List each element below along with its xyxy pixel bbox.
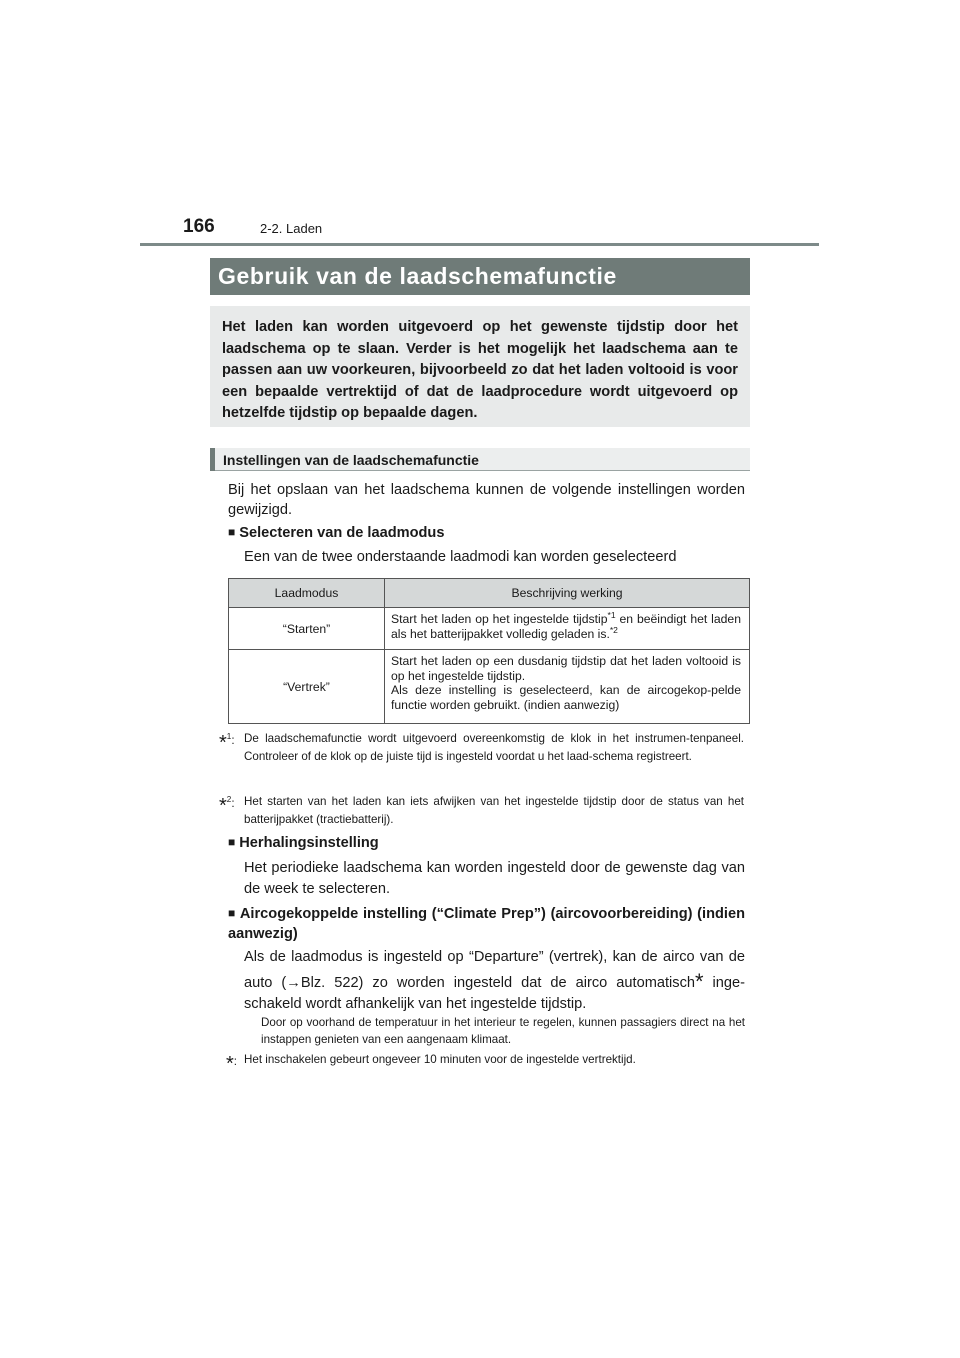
table-cell-mode: “Starten”	[229, 608, 385, 650]
bullet-text-herhaling: Het periodieke laadschema kan worden ingesteld door de gewenste dag van de week te selecteren.	[244, 860, 745, 897]
bullet-text-laadmodus: Een van de twee onderstaande laadmodi kan worden geselecteerd	[244, 549, 677, 565]
subheader	[210, 448, 750, 471]
table-header-cell: Beschrijving werking	[385, 579, 750, 608]
page-title: Gebruik van de laadschemafunctie	[210, 258, 750, 295]
subheader-text: Instellingen van de laadschemafunctie	[223, 452, 479, 468]
bullet-title: Aircogekoppelde instelling (“Climate Prep”) (aircovoorbereiding) (indien aanwezig)	[228, 906, 745, 942]
table-row	[229, 650, 750, 724]
desc-text: Als deze instelling is geselecteerd, kan de aircogekop-pelde functie worden gebruikt. (indien aanwezig)	[391, 683, 741, 712]
arrow-right-icon: →	[286, 974, 301, 991]
climate-note: Door op voorhand de temperatuur in het interieur te regelen, kunnen passagiers direct na het instappen genieten van een aangenaam klimaat.	[261, 1016, 745, 1046]
subheader-underline	[215, 470, 750, 471]
bullet-square-icon: ■	[228, 835, 236, 849]
section-breadcrumb: 2-2. Laden	[260, 221, 323, 236]
desc-text: Start het laden op een dusdanig tijdstip dat het laden voltooid is op het ingestelde tijdstip.	[391, 654, 741, 683]
header-rule	[140, 243, 819, 246]
footnote-1: De laadschemafunctie wordt uitgevoerd overeenkomstig de klok in het instrumen-tenpaneel. Controleer of de klok op de juiste tijd is ingesteld voordat u het laad-schema registreert.	[244, 732, 744, 763]
bullet-square-icon: ■	[228, 525, 236, 539]
desc-text: en beëindigt het laden als het batterijpakket volledig geladen is.	[391, 612, 741, 641]
footnote-marker: *$^2$:	[219, 795, 235, 817]
table-cell-description	[385, 650, 750, 724]
charge-mode-table	[228, 578, 750, 724]
table-cell-mode: “Vertrek”	[229, 650, 385, 724]
footnote-star: *	[695, 968, 704, 994]
footnote-2: Het starten van het laden kan iets afwijken van het ingestelde tijdstip door de status van het batterijpakket (tractiebatterij).	[244, 795, 744, 826]
bullet-text-climate-prep: Als de laadmodus is ingesteld op “Departure” (vertrek), kan de airco van de auto (→Blz. 522) zo worden ingesteld dat de airco automatisch* inge-schakeld wordt afhankelijk van het ingestelde tijdstip.	[244, 949, 745, 1012]
table-row	[229, 608, 750, 650]
table-header-cell: Laadmodus	[229, 579, 385, 608]
footnote-3: Het inschakelen gebeurt ongeveer 10 minuten voor de ingestelde vertrektijd.	[244, 1053, 636, 1066]
bullet-title: Herhalingsinstelling	[239, 835, 379, 851]
bullet-title: Selecteren van de laadmodus	[239, 525, 445, 541]
subheader-accent	[210, 448, 215, 471]
lead-paragraph: Bij het opslaan van het laadschema kunnen de volgende instellingen worden gewijzigd.	[228, 482, 745, 518]
intro-box: Het laden kan worden uitgevoerd op het gewenste tijdstip door het laadschema op te slaan. Verder is het mogelijk het laadschema aan te passen aan uw voorkeuren, bijvoorbeeld zo dat het laden voltooid is voor een bepaalde vertrektijd of dat de laadprocedure wordt uitgevoerd op hetzelfde tijdstip op bepaalde dagen.	[210, 306, 750, 427]
table-header-row	[229, 579, 750, 608]
footnote-marker: *$^1$:	[219, 732, 235, 754]
bullet-heading-laadmodus	[228, 523, 748, 543]
table-cell-description	[385, 608, 750, 650]
page-number: 166	[183, 216, 215, 237]
desc-text: Start het laden op het ingestelde tijdstip	[391, 612, 608, 626]
bullet-square-icon: ■	[228, 906, 236, 920]
bullet-heading-herhaling	[228, 833, 748, 853]
footnote-ref: *1	[607, 609, 616, 620]
footnote-marker: *:	[226, 1053, 238, 1075]
bullet-heading-climate-prep	[228, 904, 745, 944]
footnote-ref: *2	[609, 624, 618, 635]
